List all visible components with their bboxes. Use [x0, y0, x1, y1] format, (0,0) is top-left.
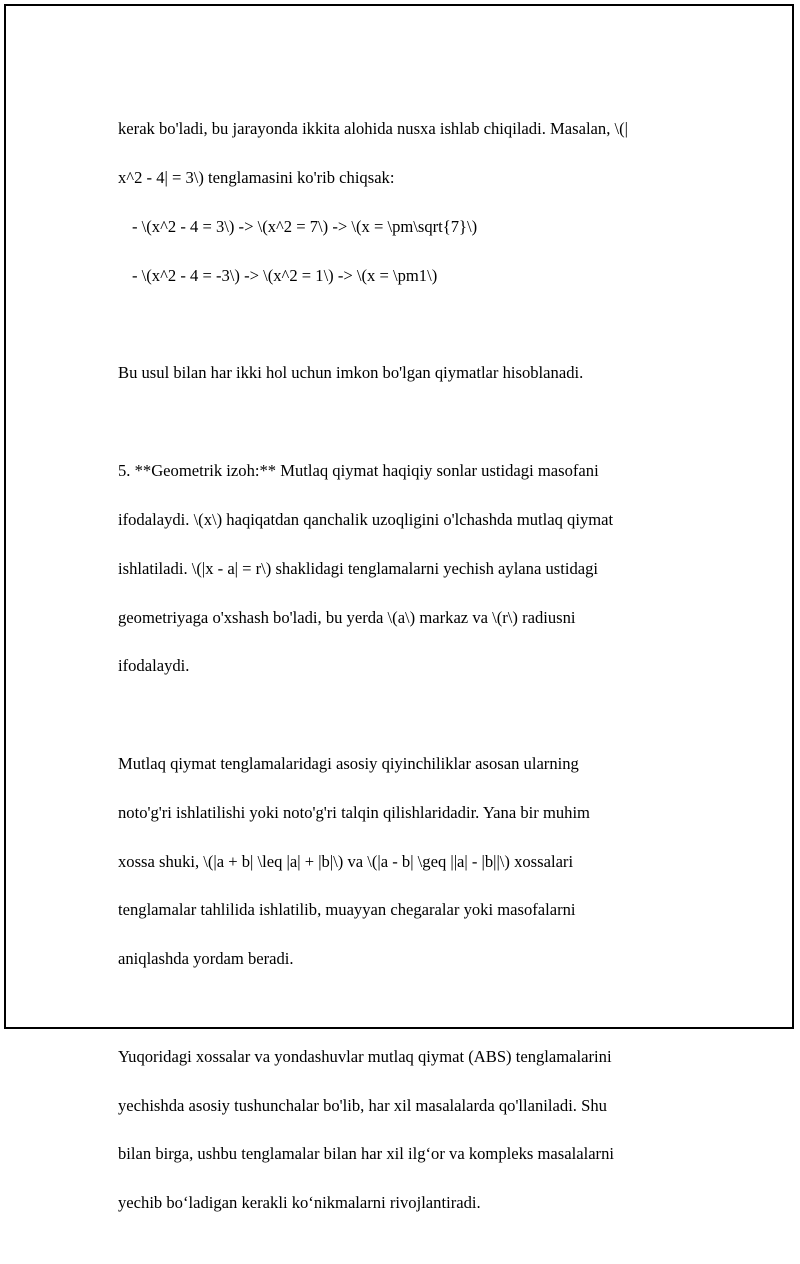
- conclusion-paragraph: [118, 1020, 678, 1240]
- text-line: aniqlashda yordam beradi.: [118, 949, 294, 969]
- geometric-interpretation-paragraph: [118, 435, 678, 703]
- text-line: x^2 - 4| = 3\) tenglamasini ko'rib chiqsak:: [118, 168, 395, 188]
- text-line: 5. **Geometrik izoh:** Mutlaq qiymat haqiqiy sonlar ustidagi masofani: [118, 461, 599, 481]
- intro-paragraph: [118, 93, 678, 313]
- text-line: ishlatiladi. \(|x - a| = r\) shaklidagi tenglamalarni yechish aylana ustidagi: [118, 558, 599, 578]
- text-line: xossa shuki, \(|a + b| \leq |a| + |b|\) va \(|a - b| \geq ||a| - |b||\) xossalari: [118, 851, 574, 871]
- summary-paragraph: [118, 337, 678, 410]
- text-line: Yuqoridagi xossalar va yondashuvlar mutlaq qiymat (ABS) tenglamalarini: [118, 1046, 612, 1066]
- difficulties-paragraph: [118, 728, 678, 996]
- text-line: kerak bo'ladi, bu jarayonda ikkita alohida nusxa ishlab chiqiladi. Masalan, \(|: [118, 119, 628, 139]
- text-line: ifodalaydi. \(x\) haqiqatdan qanchalik uzoqligini o'lchashda mutlaq qiymat: [118, 509, 614, 529]
- text-line: Mutlaq qiymat tenglamalaridagi asosiy qiyinchiliklar asosan ularning: [118, 753, 579, 773]
- text-line: Bu usul bilan har ikki hol uchun imkon bo'lgan qiymatlar hisoblanadi.: [118, 363, 584, 383]
- document-body: [118, 93, 678, 1264]
- text-line: noto'g'ri ishlatilishi yoki noto'g'ri talqin qilishlaridadir. Yana bir muhim: [118, 802, 590, 822]
- text-line: geometriyaga o'xshash bo'ladi, bu yerda \(a\) markaz va \(r\) radiusni: [118, 607, 576, 627]
- equation-case-2: - \(x^2 - 4 = -3\) -> \(x^2 = 1\) -> \(x = \pm1\): [132, 265, 438, 285]
- text-line: yechib bo‘ladigan kerakli ko‘nikmalarni rivojlantiradi.: [118, 1193, 481, 1213]
- text-line: ifodalaydi.: [118, 656, 190, 676]
- text-line: bilan birga, ushbu tenglamalar bilan har xil ilg‘or va kompleks masalalarni: [118, 1144, 614, 1164]
- text-line: yechishda asosiy tushunchalar bo'lib, har xil masalalarda qo'llaniladi. Shu: [118, 1095, 607, 1115]
- equation-case-1: - \(x^2 - 4 = 3\) -> \(x^2 = 7\) -> \(x = \pm\sqrt{7}\): [132, 217, 478, 237]
- text-line: tenglamalar tahlilida ishlatilib, muayyan chegaralar yoki masofalarni: [118, 900, 576, 920]
